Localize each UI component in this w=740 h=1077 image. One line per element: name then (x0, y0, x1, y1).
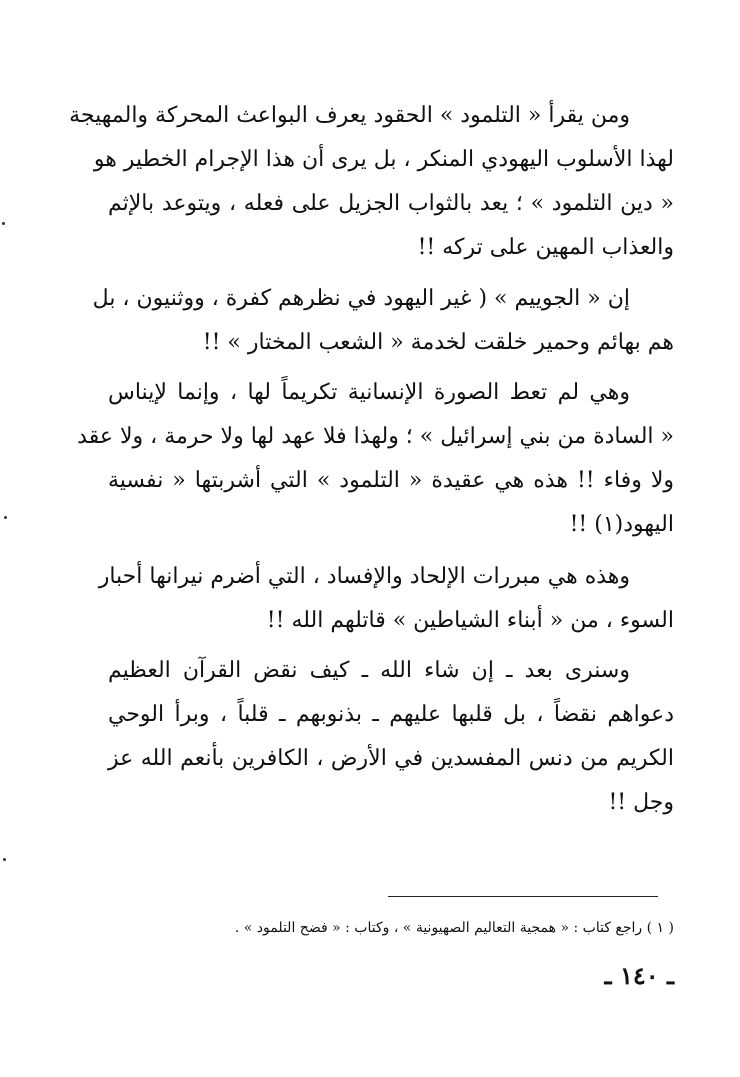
footnote: ( ١ ) راجع كتاب : « همجية التعاليم الصهيونية » ، وكتاب : « فضح التلمود » . (234, 920, 674, 936)
page-number: ـ ١٤٠ ـ (604, 961, 674, 990)
scan-speck (4, 516, 7, 519)
footnote-divider (388, 896, 658, 897)
scan-speck (3, 858, 6, 861)
paragraph-line: لهذا الأسلوب اليهودي المنكر ، بل يرى أن هذا الإجرام الخطير هو (93, 147, 674, 172)
paragraph-2 (92, 277, 674, 365)
paragraph-line: وسنرى بعد ـ إن شاء الله ـ كيف نقض القرآن العظيم (108, 658, 630, 683)
paragraph-line: ولا وفاء !! هذه هي عقيدة « التلمود » التي أشربتها « نفسية (108, 468, 674, 493)
paragraph-line: اليهود(١) !! (569, 512, 674, 537)
paragraph-line: ومن يقرأ « التلمود » الحقود يعرف البواعث المحركة والمهيجة (69, 103, 630, 128)
paragraph-3 (77, 371, 674, 547)
paragraph-line: وجل !! (608, 790, 674, 815)
paragraph-line: « السادة من بني إسرائيل » ؛ ولهذا فلا عهد لها ولا حرمة ، ولا عقد (77, 424, 674, 449)
paragraph-line: السوء ، من « أبناء الشياطين » قاتلهم الله !! (266, 608, 674, 633)
paragraph-line: إن « الجوييم » ( غير اليهود في نظرهم كفرة ، ووثنيون ، بل (92, 286, 630, 311)
paragraph-line: هم بهائم وحمير خلقت لخدمة « الشعب المختار » !! (202, 330, 674, 355)
scan-speck (2, 222, 5, 225)
paragraph-line: الكريم من دنس المفسدين في الأرض ، الكافرين بأنعم الله عز (108, 746, 674, 771)
paragraph-line: وهذه هي مبررات الإلحاد والإفساد ، التي أضرم نيرانها أحبار (98, 564, 630, 589)
paragraph-line: والعذاب المهين على تركه !! (417, 235, 674, 260)
paragraph-line: « دين التلمود » ؛ يعد بالثواب الجزيل على فعله ، ويتوعد بالإثم (108, 191, 674, 216)
paragraph-4 (98, 555, 674, 643)
paragraph-line: وهي لم تعط الصورة الإنسانية تكريماً لها ، وإنما لإيناس (108, 380, 630, 405)
paragraph-5 (108, 649, 674, 825)
paragraph-line: دعواهم نقضاً ، بل قلبها عليهم ـ بذنوبهم ـ قلباً ، وبرأ الوحي (108, 702, 674, 727)
paragraph-1 (69, 94, 674, 270)
